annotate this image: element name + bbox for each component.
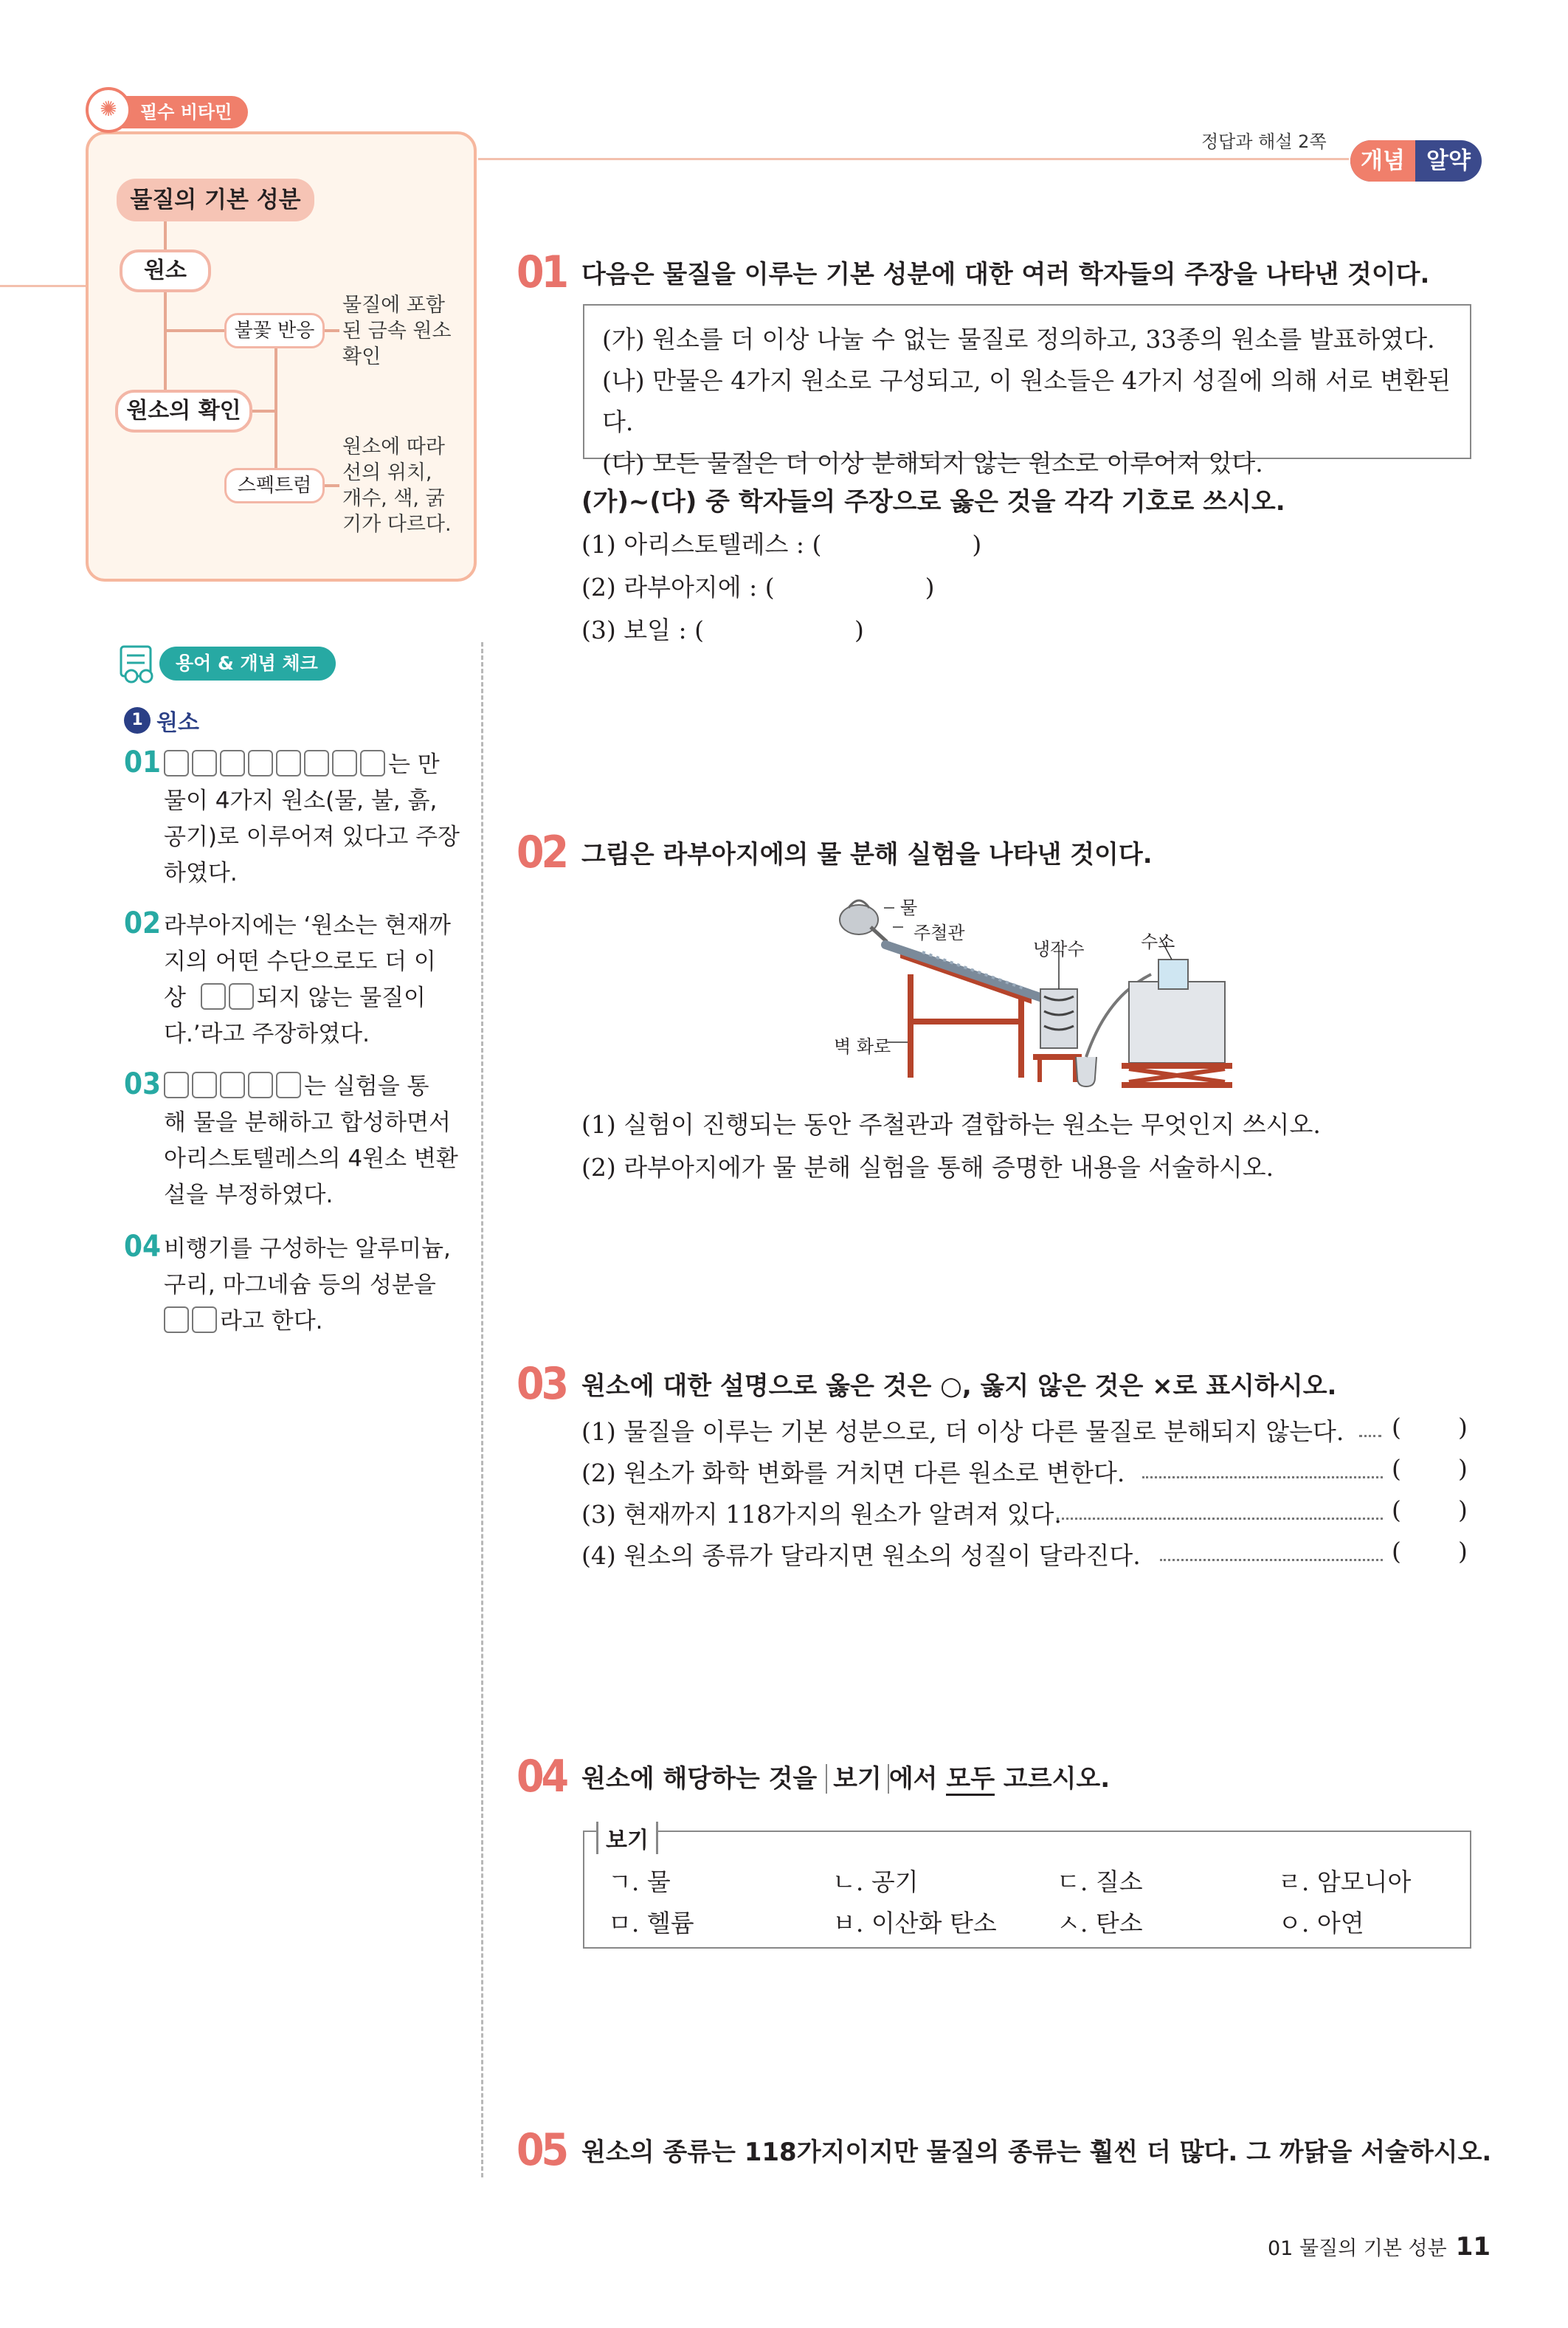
bogi-label: 보기 [596, 1822, 658, 1854]
term-item-01: 는 만 물이 4가지 원소(물, 불, 흙, 공기)로 이루어져 있다고 주장 하였다. [164, 751, 460, 886]
answer-box[interactable] [276, 1072, 301, 1098]
concept-badge [1350, 140, 1482, 182]
answer-box[interactable] [276, 750, 301, 776]
q3-row: (1) 물질을 이루는 기본 성분으로, 더 이상 다른 물질로 분해되지 않는다. ( ) [581, 1413, 1468, 1446]
answer-box[interactable] [248, 1072, 273, 1098]
question-number: 05 [517, 2124, 567, 2176]
kettle-icon [840, 900, 887, 942]
answer-reference: 정답과 해설 2쪽 [1201, 131, 1327, 152]
answer-blank[interactable] [1406, 1413, 1454, 1445]
answer-box[interactable] [192, 1072, 217, 1098]
concept-title: 물질의 기본 성분 [117, 179, 314, 221]
section-number: 1 [124, 707, 151, 734]
answer-box[interactable] [248, 750, 273, 776]
term-num: 01 [124, 745, 162, 779]
page-footer: 01 물질의 기본 성분 11 [1268, 2232, 1491, 2262]
tree-line [274, 347, 277, 484]
tree-line [164, 292, 167, 390]
vitamin-badge: 필수 비타민 [90, 96, 248, 128]
tree-line [325, 484, 339, 487]
lavoisier-experiment-figure [834, 886, 1254, 1092]
flame-desc: 물질에 포함 된 금속 원소 확인 [342, 294, 452, 368]
concept-flame: 불꽃 반응 [224, 313, 325, 348]
concept-element: 원소 [120, 249, 211, 292]
label-pipe: 주철관 [913, 923, 965, 943]
label-water: 물 [900, 898, 918, 918]
question-3-text: 원소에 대한 설명으로 옳은 것은 ○, 옳지 않은 것은 ×로 표시하시오. [581, 1371, 1337, 1401]
concept-spectrum: 스펙트럼 [224, 468, 325, 503]
q3-row: (3) 현재까지 118가지의 원소가 알려져 있다. ( ) [581, 1495, 1468, 1529]
option: ㅇ. 아연 [1278, 1909, 1364, 1938]
option: ㅂ. 이산화 탄소 [832, 1909, 997, 1938]
answer-box[interactable] [220, 1072, 245, 1098]
answer-box[interactable] [360, 750, 385, 776]
option: ㄱ. 물 [608, 1867, 671, 1896]
q1-answer-2[interactable]: (2) 라부아지에 : ( ) [581, 573, 935, 602]
term-item-02: 라부아지에는 ‘원소는 현재까 지의 어떤 수단으로도 더 이 상 되지 않는 물질이 다.’라고 주장하였다. [164, 912, 451, 1047]
answer-box[interactable] [304, 750, 329, 776]
spectrum-desc: 원소에 따라 선의 위치, 개수, 색, 굵 기가 다르다. [342, 435, 452, 536]
concept-badge-b: 알약 [1426, 148, 1471, 174]
option: ㅅ. 탄소 [1057, 1909, 1143, 1938]
tree-line [252, 410, 276, 413]
answer-blank[interactable] [1406, 1454, 1454, 1487]
answer-box[interactable] [164, 1072, 189, 1098]
concept-badge-a: 개념 [1350, 140, 1415, 182]
question-number: 04 [517, 1751, 567, 1802]
term-item-03: 는 실험을 통 해 물을 분해하고 합성하면서 아리스토텔레스의 4원소 변환 설을 부정하였다. [164, 1073, 458, 1208]
label-furnace: 벽 화로 [834, 1036, 891, 1057]
section-title: 원소 [156, 710, 199, 736]
answer-box[interactable] [192, 1306, 217, 1333]
q1-answer-1[interactable]: (1) 아리스토텔레스 : ( ) [581, 530, 982, 559]
term-item-04: 비행기를 구성하는 알루미늄, 구리, 마그네슘 등의 성분을 라고 한다. [164, 1236, 451, 1335]
column-divider [481, 642, 483, 2177]
option: ㅁ. 헬륨 [608, 1909, 694, 1938]
header-left-rule [0, 285, 87, 287]
q2-sub-1: (1) 실험이 진행되는 동안 주철관과 결합하는 원소는 무엇인지 쓰시오. [581, 1110, 1321, 1139]
answer-box[interactable] [332, 750, 357, 776]
term-num: 03 [124, 1067, 162, 1101]
q3-row: (4) 원소의 종류가 달라지면 원소의 성질이 달라진다. ( ) [581, 1537, 1468, 1570]
tree-line [325, 329, 339, 332]
answer-box[interactable] [201, 983, 226, 1010]
term-check-badge: 용어 & 개념 체크 [159, 647, 336, 681]
answer-blank[interactable] [1406, 1537, 1454, 1569]
header-rule [478, 158, 1349, 160]
answer-box[interactable] [220, 750, 245, 776]
answer-box[interactable] [164, 1306, 189, 1333]
tree-line [164, 329, 224, 332]
option: ㄹ. 암모니아 [1278, 1867, 1412, 1896]
q2-sub-2: (2) 라부아지에가 물 분해 실험을 통해 증명한 내용을 서술하시오. [581, 1153, 1274, 1182]
question-1-sub: (가)~(다) 중 학자들의 주장으로 옳은 것을 각각 기호로 쓰시오. [581, 487, 1285, 517]
term-num: 04 [124, 1230, 162, 1264]
label-cooling: 냉각수 [1033, 939, 1085, 960]
option: ㄴ. 공기 [832, 1867, 919, 1896]
option: ㄷ. 질소 [1057, 1867, 1143, 1896]
answer-box[interactable] [164, 750, 189, 776]
quote-box: (가) 원소를 더 이상 나눌 수 없는 물질로 정의하고, 33종의 원소를 발표하였다. (나) 만물은 4가지 원소로 구성되고, 이 원소들은 4가지 성질에 의해 서로 변환된다. (다) 모든 물질은 더 이상 분해되지 않는 원소로 이루어져 있다. [583, 304, 1471, 459]
page-number: 11 [1455, 2232, 1491, 2262]
q1-answer-3[interactable]: (3) 보일 : ( ) [581, 616, 864, 644]
concept-confirm: 원소의 확인 [115, 390, 252, 433]
question-number: 02 [517, 827, 567, 878]
answer-box[interactable] [229, 983, 254, 1010]
question-2-text: 그림은 라부아지에의 물 분해 실험을 나타낸 것이다. [581, 840, 1153, 869]
question-1-text: 다음은 물질을 이루는 기본 성분에 대한 여러 학자들의 주장을 나타낸 것이다. [581, 260, 1430, 289]
lightbulb-icon: ✺ [86, 87, 131, 133]
answer-box[interactable] [192, 750, 217, 776]
q3-row: (2) 원소가 화학 변화를 거치면 다른 원소로 변한다. ( ) [581, 1454, 1468, 1487]
question-4-text: 원소에 해당하는 것을 보기 에서 모두 고르시오. [581, 1758, 1110, 1794]
notebook-icon [118, 644, 162, 685]
question-5-text: 원소의 종류는 118가지이지만 물질의 종류는 훨씬 더 많다. 그 까닭을 서술하시오. [581, 2138, 1492, 2167]
term-num: 02 [124, 906, 162, 940]
question-number: 01 [517, 247, 567, 298]
label-hydrogen: 수소 [1141, 931, 1175, 952]
answer-blank[interactable] [1406, 1495, 1454, 1528]
question-number: 03 [517, 1358, 567, 1410]
